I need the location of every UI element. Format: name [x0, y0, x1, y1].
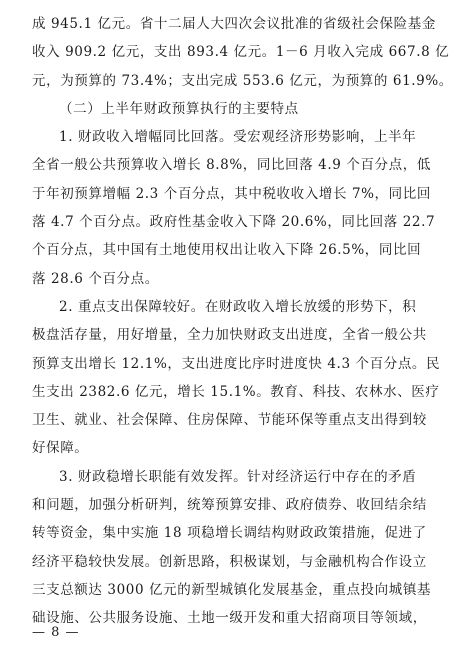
document-body [32, 10, 453, 633]
text-line: 落 4.7 个百分点。政府性基金收入下降 20.6%，同比回落 22.7 [32, 214, 436, 231]
text-line: 预算支出增长 12.1%，支出进度比序时进度快 4.3 个百分点。民 [32, 355, 441, 372]
paragraph-first-line: 1. 财政收入增幅同比回落。受宏观经济形势影响，上半年 [59, 129, 417, 146]
text-line: 元，为预算的 73.4%；支出完成 553.6 亿元，为预算的 61.9%。 [32, 72, 453, 89]
paragraph-first-line: 2. 重点支出保障较好。在财政收入增长放缓的形势下，积 [59, 298, 417, 315]
text-line: 转等资金，集中实施 18 项稳增长调结构财政政策措施，促进了 [32, 525, 427, 542]
text-line: 好保障。 [32, 440, 89, 457]
section-heading: （二）上半年财政预算执行的主要特点 [59, 100, 299, 117]
text-line: 落 28.6 个百分点。 [32, 270, 159, 287]
text-line: 于年初预算增幅 2.3 个百分点，其中税收收入增长 7%，同比回 [32, 185, 431, 202]
text-line: 生支出 2382.6 亿元，增长 15.1%。教育、科技、农林水、医疗 [32, 383, 440, 400]
paragraph-first-line: 3. 财政稳增长职能有效发挥。针对经济运行中存在的矛盾 [59, 468, 417, 485]
text-line: 础设施、公共服务设施、土地一级开发和重大招商项目等领域， [32, 610, 427, 627]
text-line: 个百分点，其中国有土地使用权出让收入下降 26.5%，同比回 [32, 242, 422, 259]
page-number: — 8 — [32, 625, 80, 640]
text-line: 极盘活存量，用好增量，全力加快财政支出进度，全省一般公共 [32, 327, 427, 344]
text-line: 收入 909.2 亿元，支出 893.4 亿元。1－6 月收入完成 667.8 亿 [32, 44, 450, 61]
text-line: 成 945.1 亿元。省十二届人大四次会议批准的省级社会保险基金 [32, 16, 436, 32]
text-line: 经济平稳较快发展。创新思路，积极谋划，与金融机构合作设立 [32, 553, 427, 570]
text-line: 三支总额达 3000 亿元的新型城镇化发展基金，重点投向城镇基 [32, 581, 432, 598]
text-line: 和问题，加强分析研判，统筹预算安排、政府债券、收回结余结 [32, 497, 427, 514]
text-line: 卫生、就业、社会保障、住房保障、节能环保等重点支出得到较 [32, 412, 427, 429]
text-line: 全省一般公共预算收入增长 8.8%，同比回落 4.9 个百分点，低 [32, 157, 431, 174]
